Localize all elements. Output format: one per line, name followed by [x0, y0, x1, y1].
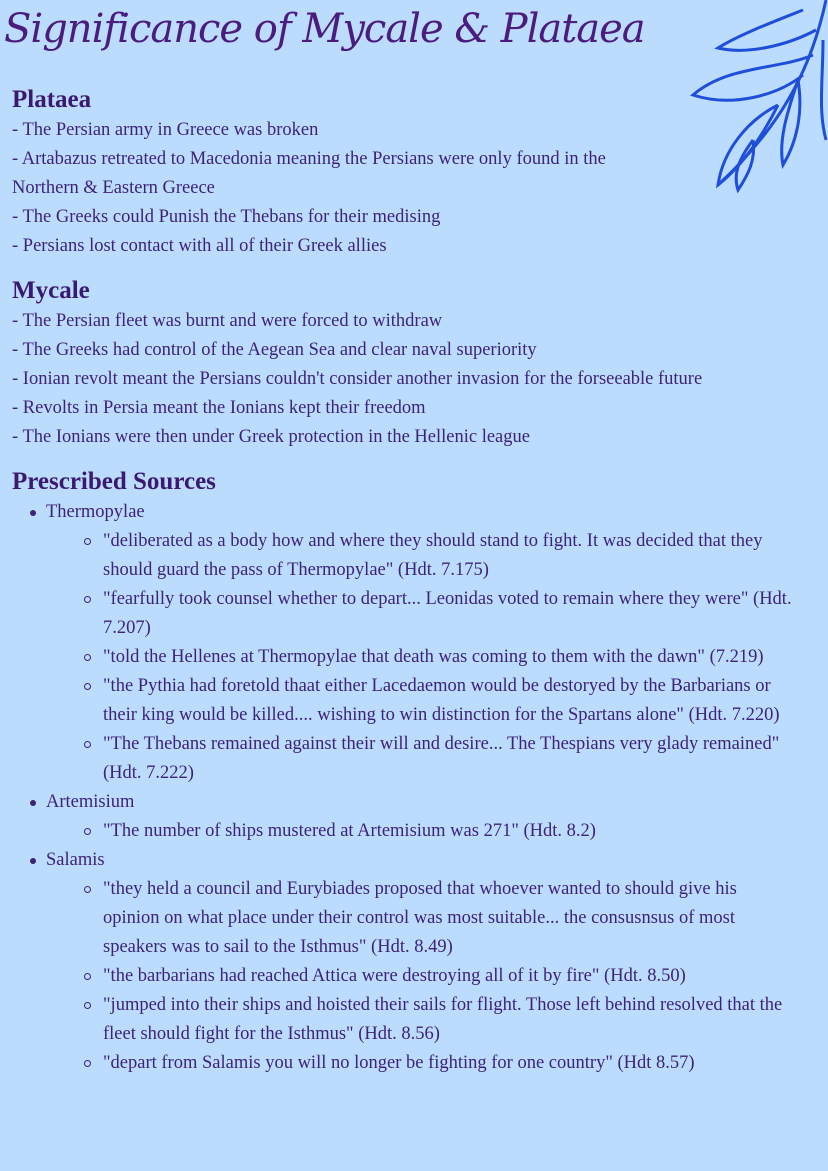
source-quote: "The number of ships mustered at Artemisium was 271" (Hdt. 8.2)	[82, 817, 793, 846]
source-quote: "they held a council and Eurybiades proposed that whoever wanted to should give his opinion on what place under their control was most suitable... the consusnsus of most speakers was to sail to the Isthmus" (Hdt. 8.49)	[82, 875, 793, 962]
page-title: Significance of Mycale & Plataea	[4, 6, 645, 52]
prescribed-sources-section	[12, 466, 812, 1078]
group-label: Thermopylae	[46, 502, 145, 522]
source-group-artemisium	[26, 788, 812, 846]
source-quote: "fearfully took counsel whether to depart... Leonidas voted to remain where they were" (Hdt. 7.207)	[82, 585, 793, 643]
source-group-salamis	[26, 846, 812, 1078]
mycale-point: - The Persian fleet was burnt and were forced to withdraw	[12, 311, 443, 331]
group-label: Artemisium	[46, 792, 135, 812]
plataea-heading: Plataea	[12, 86, 92, 113]
source-group-thermopylae	[26, 498, 812, 788]
plataea-point: - Persians lost contact with all of their Greek allies	[12, 236, 387, 256]
plataea-point: - The Persian army in Greece was broken	[12, 120, 319, 140]
sources-heading: Prescribed Sources	[12, 468, 216, 495]
mycale-point: - Ionian revolt meant the Persians couldn't consider another invasion for the forseeable future	[12, 369, 703, 389]
document-body	[12, 84, 812, 1092]
source-quote: "depart from Salamis you will no longer be fighting for one country" (Hdt 8.57)	[82, 1049, 793, 1078]
plataea-point: - Artabazus retreated to Macedonia meaning the Persians were only found in the Northern & Eastern Greece	[12, 149, 606, 198]
source-quote: "the Pythia had foretold thaat either Lacedaemon would be destoryed by the Barbarians or their king would be killed.... wishing to win distinction for the Spartans alone" (Hdt. 7.220)	[82, 672, 793, 730]
mycale-heading: Mycale	[12, 277, 90, 304]
mycale-point: - The Ionians were then under Greek protection in the Hellenic league	[12, 427, 530, 447]
plataea-point: - The Greeks could Punish the Thebans for their medising	[12, 207, 441, 227]
source-quote: "deliberated as a body how and where they should stand to fight. It was decided that they should guard the pass of Thermopylae" (Hdt. 7.175)	[82, 527, 793, 585]
source-quote: "told the Hellenes at Thermopylae that death was coming to them with the dawn" (7.219)	[82, 643, 793, 672]
mycale-section	[12, 275, 812, 452]
source-quote: "The Thebans remained against their will and desire... The Thespians very glady remained" (Hdt. 7.222)	[82, 730, 793, 788]
group-label: Salamis	[46, 850, 105, 870]
mycale-point: - The Greeks had control of the Aegean Sea and clear naval superiority	[12, 340, 537, 360]
mycale-point: - Revolts in Persia meant the Ionians kept their freedom	[12, 398, 426, 418]
plataea-section	[12, 84, 812, 261]
source-quote: "jumped into their ships and hoisted their sails for flight. Those left behind resolved that the fleet should fight for the Isthmus" (Hdt. 8.56)	[82, 991, 793, 1049]
source-quote: "the barbarians had reached Attica were destroying all of it by fire" (Hdt. 8.50)	[82, 962, 793, 991]
